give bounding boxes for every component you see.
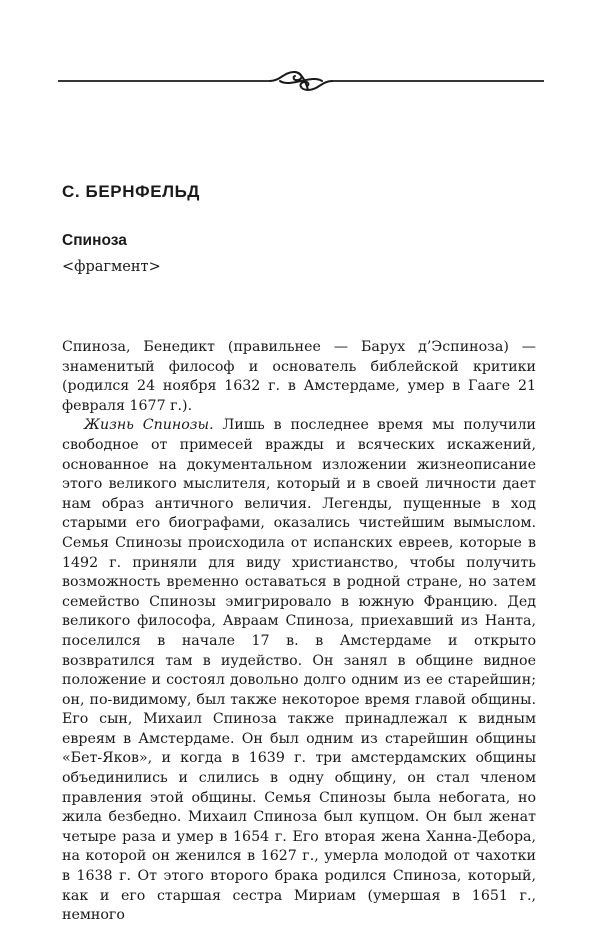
scroll-ornament-icon — [270, 72, 332, 90]
ornamental-divider — [58, 66, 544, 96]
paragraph-life-text: Лишь в последнее время мы получили свободное от примесей вражды и всяческих искажений, основанное на документальном изложении жизнеописание этого великого мыслителя, который и в своей личности дает нам образ античного величия. Легенды, пущенные в ход старыми его биографами, оказались чистейшим вымыслом. Семья Спинозы происходила от испанских евреев, которые в 1492 г. приняли для виду христианство, чтобы получить возможность временно оставаться в родной стране, но затем семейство Спинозы эмигрировало в южную Францию. Дед великого философа, Авраам Спиноза, приехавший из Нанта, поселился в начале 17 в. в Амстердаме и открыто возвратился там в иудейство. Он занял в общине видное положение и состоял довольно долго одним из ее старейшин; он, по-видимому, был также некоторое время главой общины. Его сын, Михаил Спиноза также принадлежал к видным евреям в Амстердаме. Он был одним из старейшин общины «Бет-Яков», и когда в 1639 г. три амстердамских общины объединились и слились в одну общину, он стал членом правления этой общины. Семья Спинозы была небогата, но жила безбедно. Михаил Спиноза был купцом. Он был женат четыре раза и умер в 1654 г. Его вторая жена Ханна-Дебора, на которой он женился в 1627 г., умерла молодой от чахотки в 1638 г. От этого второго брака родился Спиноза, который, как и его старшая сестра Мириам (умершая в 1651 г., немного — [62, 417, 536, 924]
article-title: Спиноза — [62, 232, 127, 249]
paragraph-intro: Спиноза, Бенедикт (правильнее — Барух д’Эспиноза) — знаменитый философ и основатель библейской критики (родился 24 ноября 1632 г. в Амстердаме, умер в Гааге 21 февраля 1677 г.). — [62, 339, 536, 414]
article-body — [62, 338, 536, 926]
paragraph-life — [62, 416, 536, 925]
author-name: С. БЕРНФЕЛЬД — [62, 182, 200, 201]
section-lead: Жизнь Спинозы. — [84, 417, 214, 434]
article-subtitle: <фрагмент> — [62, 259, 161, 275]
